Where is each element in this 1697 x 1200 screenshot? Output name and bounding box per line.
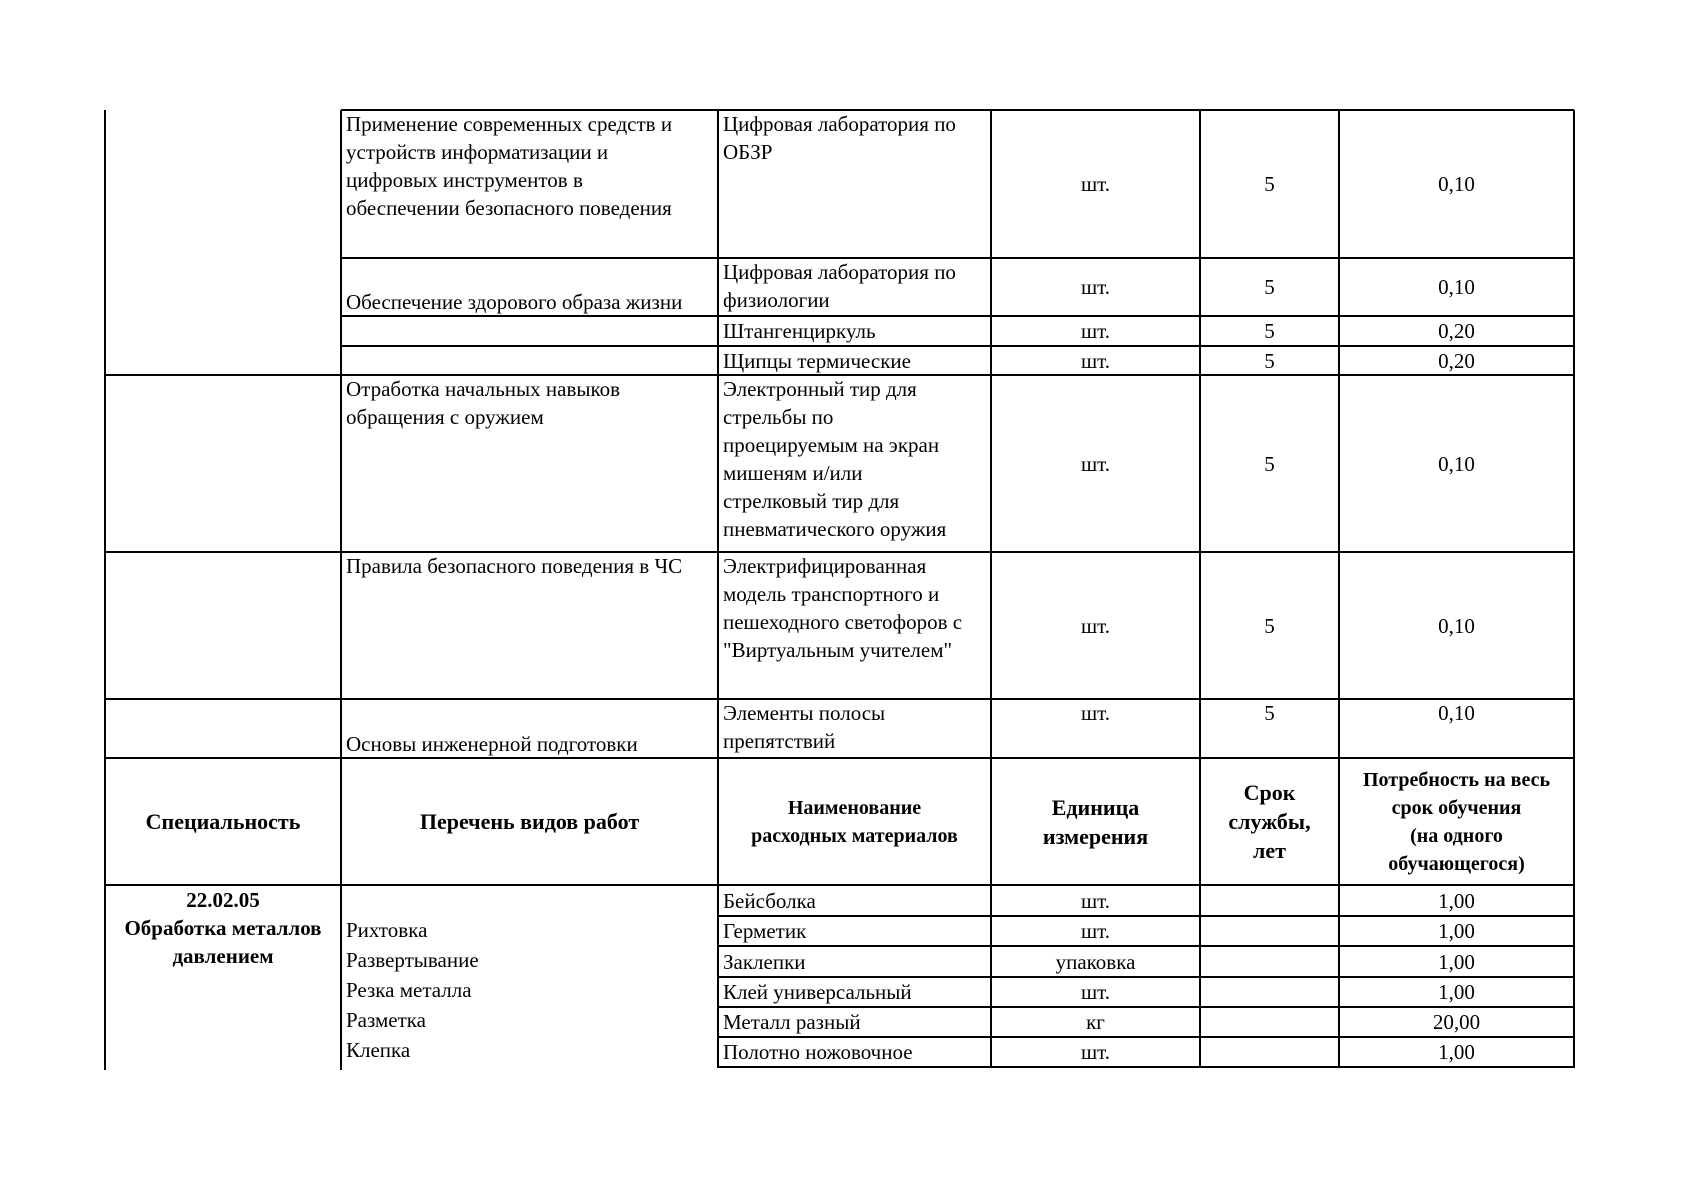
material-cell: Штангенциркуль: [723, 319, 876, 343]
work-item: Разметка: [346, 1008, 426, 1032]
need-cell: 1,00: [1438, 949, 1475, 974]
need-cell: 0,10: [1438, 451, 1475, 476]
header-specialty: Специальность: [145, 809, 301, 834]
header-unit: Единица измерения: [1042, 794, 1149, 849]
material-cell: Клей универсальный: [723, 980, 912, 1004]
need-cell: 0,10: [1438, 172, 1475, 196]
need-cell: 1,00: [1438, 980, 1475, 1004]
need-cell: 0,10: [1438, 613, 1475, 638]
header-need: Потребность на весь срок обучения (на одного обучающегося): [1362, 768, 1551, 875]
work-item: Резка металла: [346, 978, 472, 1002]
need-cell: 0,10: [1438, 275, 1475, 299]
material-cell: Щипцы термические: [723, 348, 911, 373]
term-cell: 5: [1264, 172, 1275, 196]
need-cell: 20,00: [1432, 1010, 1481, 1034]
work-cell: Основы инженерной подготовки: [346, 732, 638, 756]
unit-cell: шт.: [1080, 889, 1111, 913]
material-cell: Электрифицированная модель транспортного и пешеходного светофоров с "Виртуальным учителем": [723, 554, 963, 662]
term-cell: [1200, 977, 1339, 1007]
unit-cell: шт.: [1080, 451, 1111, 476]
unit-cell: шт.: [1080, 613, 1111, 638]
term-cell: 5: [1264, 701, 1275, 725]
unit-cell: кг: [1086, 1010, 1105, 1034]
term-cell: 5: [1264, 348, 1275, 373]
material-cell: Бейсболка: [723, 889, 816, 913]
material-cell: Цифровая лаборатория по физиологии: [723, 260, 956, 312]
unit-cell: шт.: [1080, 319, 1111, 343]
need-cell: 0,20: [1438, 319, 1475, 343]
work-item: Рихтовка: [346, 918, 428, 942]
header-works: Перечень видов работ: [419, 809, 640, 834]
work-cell: [341, 346, 718, 375]
material-cell: Полотно ножовочное: [723, 1040, 913, 1064]
term-cell: [1200, 1007, 1339, 1037]
need-cell: 0,10: [1438, 701, 1475, 725]
material-cell: Электронный тир для стрельбы по проецируемым на экран мишеням и/или стрелковый тир для пневматического оружия: [723, 377, 947, 541]
term-cell: 5: [1264, 275, 1275, 299]
header-term: Срок службы, лет: [1228, 780, 1311, 863]
need-cell: 0,20: [1438, 348, 1475, 373]
need-cell: 1,00: [1438, 889, 1475, 913]
material-cell: Герметик: [723, 919, 807, 943]
term-cell: 5: [1264, 319, 1275, 343]
work-cell: Правила безопасного поведения в ЧС: [346, 554, 683, 578]
work-cell: Отработка начальных навыков обращения с оружием: [346, 377, 621, 429]
work-item: Развертывание: [346, 948, 479, 972]
material-cell: Элементы полосы препятствий: [723, 701, 886, 753]
need-cell: 1,00: [1438, 919, 1475, 943]
unit-cell: шт.: [1080, 980, 1111, 1004]
need-cell: 1,00: [1438, 1040, 1475, 1064]
work-cell: [341, 316, 718, 346]
term-cell: [1200, 946, 1339, 977]
unit-cell: шт.: [1080, 1040, 1111, 1064]
unit-cell: шт.: [1080, 348, 1111, 373]
material-cell: Заклепки: [723, 949, 806, 974]
work-cell: Применение современных средств и устройств информатизации и цифровых инструментов в обеспечении безопасного поведения: [346, 112, 673, 220]
term-cell: [1200, 1037, 1339, 1067]
specialty-name: 22.02.05 Обработка металлов давлением: [124, 888, 322, 968]
term-cell: 5: [1264, 613, 1275, 638]
unit-cell: шт.: [1080, 275, 1111, 299]
unit-cell: шт.: [1080, 919, 1111, 943]
unit-cell: шт.: [1080, 701, 1111, 725]
header-materials: Наименование расходных материалов: [751, 796, 958, 847]
work-cell: Обеспечение здорового образа жизни: [346, 290, 683, 314]
material-cell: Цифровая лаборатория по ОБЗР: [723, 112, 956, 164]
work-item: Клепка: [346, 1038, 411, 1062]
term-cell: [1200, 916, 1339, 946]
unit-cell: упаковка: [1055, 949, 1136, 974]
term-cell: 5: [1264, 451, 1275, 476]
material-cell: Металл разный: [723, 1010, 861, 1034]
term-cell: [1200, 886, 1339, 916]
unit-cell: шт.: [1080, 172, 1111, 196]
